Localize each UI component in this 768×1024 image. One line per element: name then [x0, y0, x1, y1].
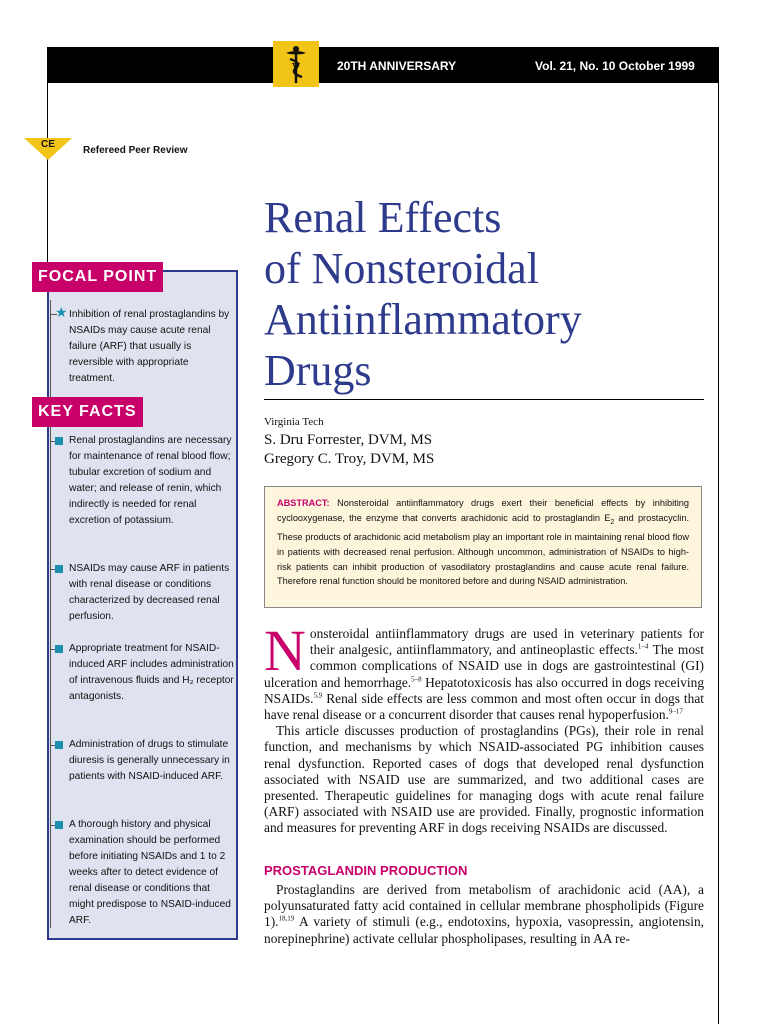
star-icon: ★: [55, 306, 68, 321]
subscript: 2: [610, 518, 615, 526]
drop-cap: N: [264, 618, 306, 683]
focal-point-text: Inhibition of renal prostaglandins by NSAIDs may cause acute renal failure (ARF) that usually is reversible with appropriate treatment.: [69, 309, 230, 384]
key-fact-item: Administration of drugs to stimulate diuresis is generally unnecessary in patients with NSAID-induced ARF.: [69, 739, 230, 782]
sidebar-connector-line: [50, 300, 51, 928]
abstract-label: ABSTRACT:: [277, 498, 330, 508]
section-heading: PROSTAGLANDIN PRODUCTION: [264, 863, 468, 878]
reference: 5–8: [411, 675, 422, 684]
title-line: Renal Effects: [264, 193, 502, 242]
svg-text:V: V: [292, 61, 300, 74]
body-text: A variety of stimuli (e.g., endotoxins, hypoxia, vasopressin, angiotensin, norepinephrine) activate cellular phospholipases, resulting in AA re-: [264, 914, 704, 946]
intro-text: [264, 618, 705, 837]
key-fact-item: NSAIDs may cause ARF in patients with renal disease or conditions characterized by decreased renal perfusion.: [69, 563, 230, 622]
bullet-icon: [55, 821, 63, 829]
bullet-icon: [55, 437, 63, 445]
bullet-icon: [55, 741, 63, 749]
title-line: of Nonsteroidal: [264, 244, 539, 293]
bullet-icon: [55, 645, 63, 653]
abstract-text: Nonsteroidal antiinflammatory drugs exert their beneficial effects by inhibiting cyclooxygenase, the enzyme that converts arachidonic acid to prostaglandin E: [277, 498, 689, 523]
reference: 5,9: [313, 691, 323, 700]
key-fact-item: Appropriate treatment for NSAID-induced ARF includes administration of intravenous fluids and H₂ receptor antagonists.: [69, 643, 234, 702]
issue-info: Vol. 21, No. 10 October 1999: [535, 59, 695, 73]
author-name: S. Dru Forrester, DVM, MS: [264, 432, 433, 448]
affiliation: Virginia Tech: [264, 416, 324, 428]
body-text: Renal side effects are less common and most often occur in dogs that have renal disease or a concurrent disorder that causes renal hypoperfusion.: [264, 690, 704, 723]
author-name: Gregory C. Troy, DVM, MS: [264, 451, 435, 467]
article-title: [264, 192, 704, 396]
ce-label: CE: [41, 139, 55, 150]
bullet-icon: [55, 565, 63, 573]
body-text: The most common complications of NSAID use in dogs are gastrointestinal (GI) ulceration and hemorrhage.: [264, 642, 704, 690]
anniversary-label: 20TH ANNIVERSARY: [337, 59, 457, 73]
body-paragraph: This article discusses production of prostaglandins (PGs), their role in renal function, and mechanisms by which NSAID-associated PG inhibition causes renal dysfunction. Reported cases of dogs that developed renal dysfunction associated with NSAID use are summarized, and two additional cases are presented. Therapeutic guidelines for managing dogs with acute renal failure (ARF) associated with NSAID use are provided. Finally, prognostic information and measures for preventing ARF in dogs receiving NSAIDs are discussed.: [264, 723, 704, 836]
reference: 1–4: [637, 642, 649, 651]
key-fact-item: Renal prostaglandins are necessary for maintenance of renal blood flow; tubular excretion of sodium and water; and release of renin, which indirectly is needed for renal excretion of potassium.: [69, 435, 232, 526]
caduceus-icon: [273, 41, 319, 87]
reference: 9–17: [668, 707, 683, 716]
reference: 18,19: [278, 914, 295, 923]
key-facts-tag: KEY FACTS: [32, 397, 143, 427]
abstract-text-cont: and prostacyclin. These products of arachidonic acid metabolism play an important role in maintaining renal blood flow in patients with decreased renal perfusion. Although uncommon, administration of NSAIDs to high-risk patients can inhibit production of vasodilatory prostaglandins and cause acute renal failure. Therefore renal function should be monitored before and during NSAID administration.: [277, 512, 690, 587]
key-fact-item: A thorough history and physical examination should be performed before initiating NSAIDs and 1 to 2 weeks after to detect evidence of renal disease or conditions that might predispose to NSAID-induced ARF.: [69, 819, 231, 926]
peer-review-label: Refereed Peer Review: [83, 145, 188, 156]
section-text: [264, 882, 704, 947]
focal-point-tag: FOCAL POINT: [32, 262, 163, 292]
body-text: Prostaglandins are derived from metabolism of arachidonic acid (AA), a polyunsaturated fatty acid contained in cellular membrane phospholipids (Figure 1).: [264, 882, 704, 930]
body-text: Hepatotoxicosis has also occurred in dogs receiving NSAIDs.: [264, 674, 705, 706]
abstract-box: [264, 486, 702, 608]
title-line: Antiinflammatory: [264, 295, 582, 344]
page-border-right: [718, 47, 719, 1024]
title-line: Drugs: [264, 346, 372, 395]
body-text: onsteroidal antiinflammatory drugs are used in veterinary patients for their analgesic, antiinflammatory, and antineoplastic effects.: [309, 626, 704, 658]
title-divider: [264, 399, 704, 400]
page-border-left: [47, 47, 48, 277]
